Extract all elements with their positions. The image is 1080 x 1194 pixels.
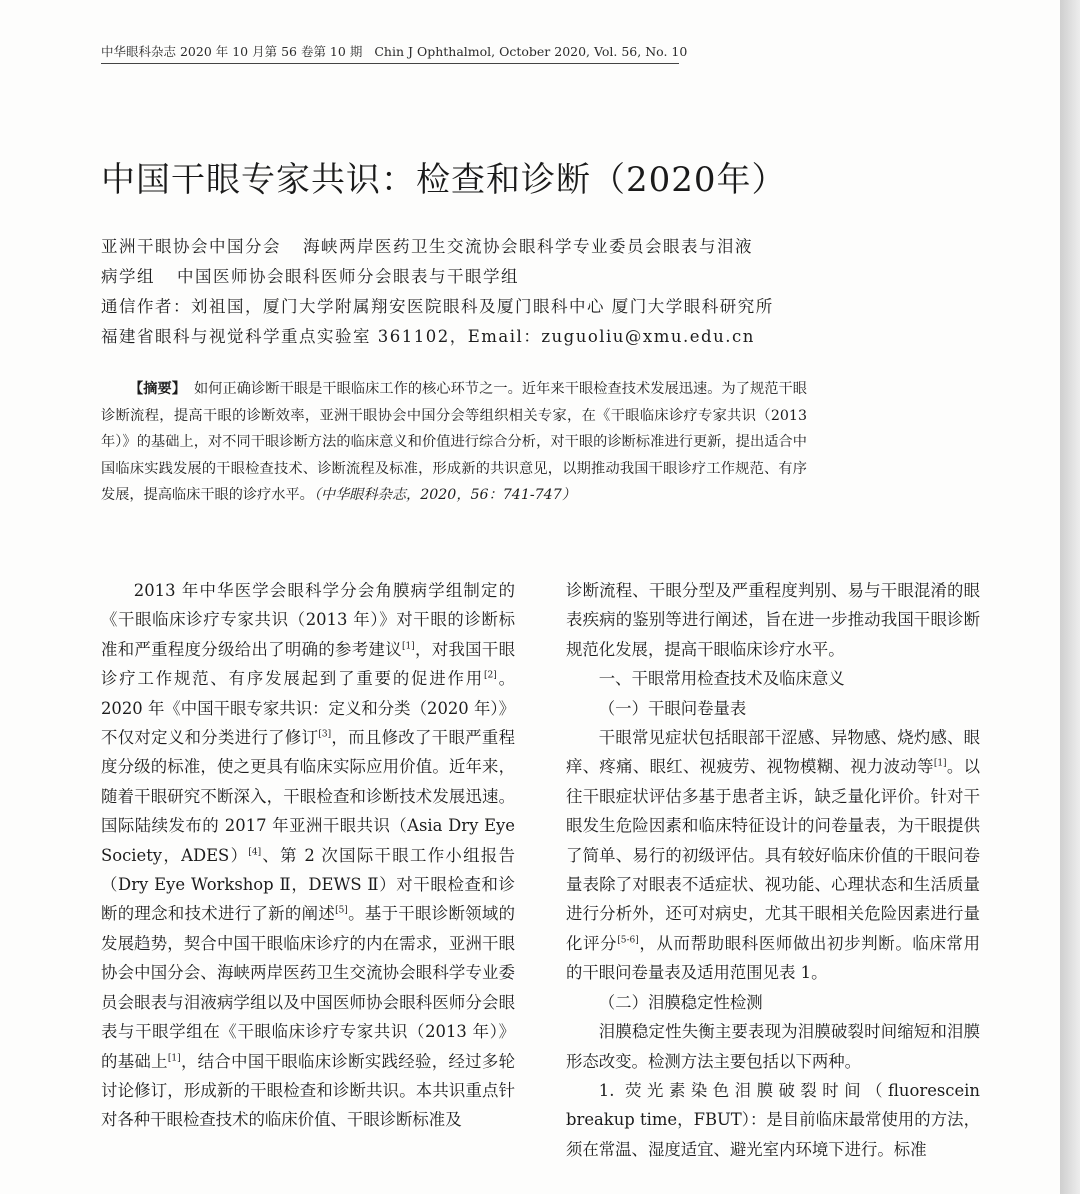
text-run: 干眼常见症状包括眼部干涩感、异物感、烧灼感、眼痒、疼痛、眼红、视疲劳、视物模糊、视力波动等 (566, 728, 980, 777)
author-org-2: 海峡两岸医药卫生交流协会眼科学专业委员会眼表与泪液 (303, 237, 753, 256)
paper-title: 中国干眼专家共识：检查和诊断（2020年） (101, 160, 787, 200)
body-paragraph: 诊断流程、干眼分型及严重程度判别、易与干眼混淆的眼表疾病的鉴别等进行阐述，旨在进一步推动我国干眼诊断规范化发展，提高干眼临床诊疗水平。 (566, 581, 980, 659)
abstract-label: 【摘要】 (129, 381, 187, 397)
reference-link[interactable]: [5] (335, 906, 348, 916)
reference-link[interactable]: [1] (933, 758, 947, 769)
body-paragraph (101, 576, 515, 1135)
author-block (101, 232, 821, 352)
text-run: ，结合中国干眼临床诊断实践经验，经过多轮讨论修订，形成新的干眼检查和诊断共识。本共识重点针对各种干眼检查技术的临床价值、干眼诊断标准及 (101, 1051, 515, 1130)
header-cn: 中华眼科杂志 2020 年 10 月第 56 卷第 10 期 (101, 44, 363, 59)
reference-link[interactable]: [1] (401, 641, 415, 652)
author-org-3: 中国医师协会眼科医师分会眼表与干眼学组 (177, 267, 519, 286)
corresponding-author-1: 通信作者：刘祖国，厦门大学附属翔安医院眼科及厦门眼科中心 厦门大学眼科研究所 (101, 297, 774, 316)
author-org-1: 亚洲干眼协会中国分会 (101, 237, 281, 256)
body-paragraph (566, 723, 980, 988)
section-heading: 一、干眼常用检查技术及临床意义 (598, 669, 845, 689)
text-run: ，从而帮助眼科医师做出初步判断。临床常用的干眼问卷量表及适用范围见表 1。 (566, 933, 981, 983)
body-paragraph: 1. 荧光素染色泪膜破裂时间（fluorescein breakup time，FBUT）：是目前临床最常使用的方法，须在常温、湿度适宜、避光室内环境下进行。标准 (566, 1080, 980, 1159)
header-en: Chin J Ophthalmol, October 2020, Vol. 56, No. 10 (374, 44, 688, 59)
text-run: ，而且修改了干眼严重程度分级的标准，使之更具有临床实际应用价值。近年来，随着干眼研究不断深入，干眼检查和诊断技术发展迅速。国际陆续发布的 2017 年亚洲干眼共识（Asia Dry Eye Society，ADES） (101, 728, 515, 865)
page-edge-shadow (1060, 0, 1080, 1194)
abstract (101, 376, 807, 509)
reference-link[interactable]: [1] (167, 1053, 181, 1064)
reference-link[interactable]: [5-6] (617, 935, 639, 946)
running-header (101, 42, 688, 64)
subsection-heading: （二）泪膜稳定性检测 (598, 992, 763, 1012)
abstract-text: 如何正确诊断干眼是干眼临床工作的核心环节之一。近年来干眼检查技术发展迅速。为了规范干眼诊断流程，提高干眼的诊断效率，亚洲干眼协会中国分会等组织相关专家，在《干眼临床诊疗专家共识（2013年）》的基础上，对不同干眼诊断方法的临床意义和价值进行综合分析，对干眼的诊断标准进行更新，提出适合中国临床实践发展的干眼检查技术、诊断流程及标准，形成新的共识意见，以期推动我国干眼诊疗工作规范、有序发展，提高临床干眼的诊疗水平。 (101, 381, 807, 504)
reference-link[interactable]: [4] (248, 847, 262, 858)
reference-link[interactable]: [3] (318, 729, 332, 740)
text-run: 。以往干眼症状评估多基于患者主诉，缺乏量化评价。针对干眼发生危险因素和临床特征设计的问卷量表，为干眼提供了简单、易行的初级评估。具有较好临床价值的干眼问卷量表除了对眼表不适症状、视功能、心理状态和生活质量进行分析外，还可对病史，尤其干眼相关危险因素进行量化评分 (566, 757, 980, 953)
abstract-citation: （中华眼科杂志，2020，56：741-747） (313, 487, 576, 504)
body-column-left (101, 576, 515, 1135)
author-org-2-cont: 病学组 (101, 267, 155, 286)
body-paragraph: 泪膜稳定性失衡主要表现为泪膜破裂时间缩短和泪膜形态改变。检测方法主要包括以下两种。 (566, 1022, 980, 1071)
text-run: 、第 2 次国际干眼工作小组报告（Dry Eye Workshop Ⅱ，DEWS Ⅱ）对干眼检查和诊断的理念和技术进行了新的阐述 (101, 845, 515, 924)
text-run: 2013 年中华医学会眼科学分会角膜病学组制定的《干眼临床诊疗专家共识（2013 年）》对干眼的诊断标准和严重程度分级给出了明确的参考建议 (101, 581, 515, 659)
corresponding-author-2: 福建省眼科与视觉科学重点实验室 361102，Email：zuguoliu@xmu.edu.cn (101, 327, 755, 346)
body-column-right (566, 576, 980, 1164)
subsection-heading: （一）干眼问卷量表 (598, 698, 747, 718)
text-run: 。基于干眼诊断领域的发展趋势，契合中国干眼临床诊疗的内在需求，亚洲干眼协会中国分会、海峡两岸医药卫生交流协会眼科学专业委员会眼表与泪液病学组以及中国医师协会眼科医师分会眼表与干眼学组在《干眼临床诊疗专家共识（2013 年）》的基础上 (101, 904, 515, 1071)
text-run: 。2020 年《中国干眼专家共识：定义和分类（2020 年）》不仅对定义和分类进行了修订 (101, 669, 516, 748)
text-run: ，对我国干眼诊疗工作规范、有序发展起到了重要的促进作用 (101, 639, 515, 689)
reference-link[interactable]: [2] (484, 670, 497, 681)
